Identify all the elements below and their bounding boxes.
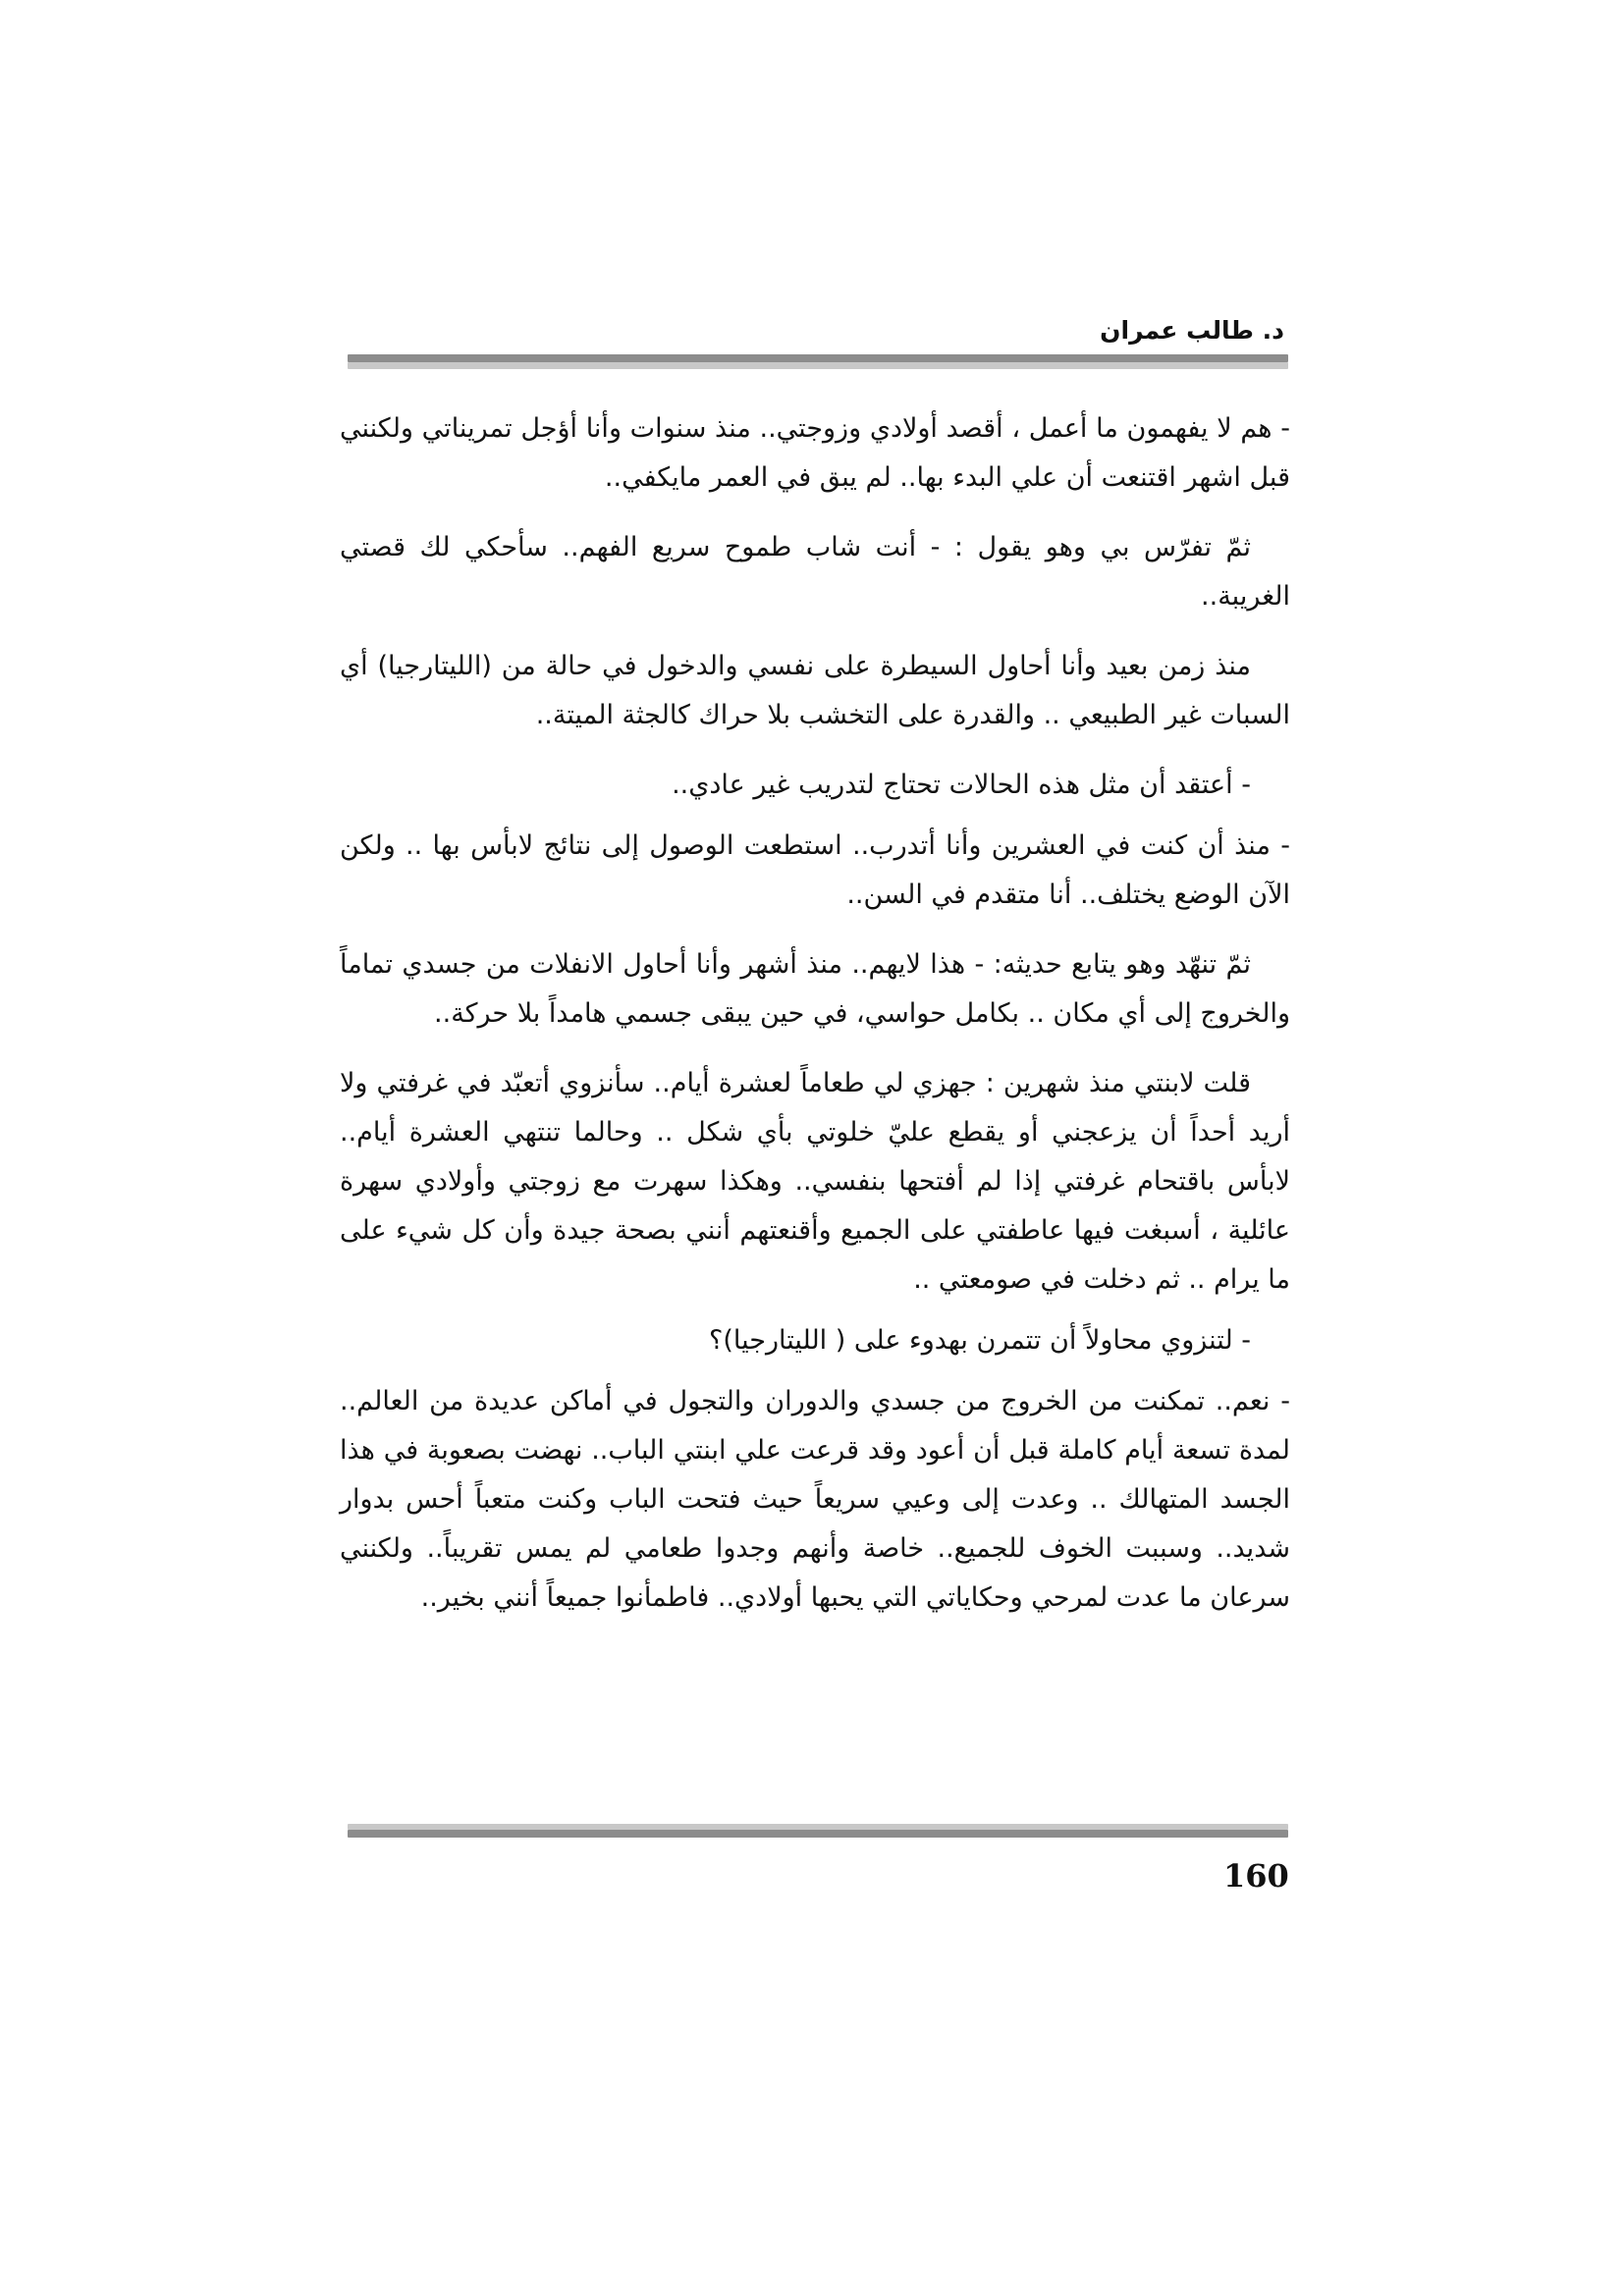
paragraph-5: - منذ أن كنت في العشرين وأنا أتدرب.. استطعت الوصول إلى نتائج لابأس بها .. ولكن الآن الوضع يختلف.. أنا متقدم في السن.. xyxy=(340,830,1290,910)
paragraph-1: - هم لا يفهمون ما أعمل ، أقصد أولادي وزوجتي.. منذ سنوات وأنا أؤجل تمريناتي ولكنني قبل اشهر اقتنعت أن علي البدء بها.. لم يبق في العمر مايكفي.. xyxy=(340,413,1290,493)
paragraph-7: قلت لابنتي منذ شهرين : جهزي لي طعاماً لعشرة أيام.. سأنزوي أتعبّد في غرفتي ولا أريد أحداً أن يزعجني أو يقطع عليّ خلوتي بأي شكل .. وحالما تنتهي العشرة أيام.. لابأس باقتحام غرفتي إذا لم أفتحها بنفسي.. وهكذا سهرت مع زوجتي وأولادي سهرة عائلية ، أسبغت فيها عاطفتي على الجميع وأقنعتهم أنني بصحة جيدة وأن كل شيء على ما يرام .. ثم دخلت في صومعتي .. xyxy=(340,1068,1290,1295)
footer-rule-dark xyxy=(348,1830,1288,1838)
page-body xyxy=(340,404,1290,1643)
paragraph-8: - لتنزوي محاولاً أن تتمرن بهدوء على ( الليتارجيا)؟ xyxy=(709,1325,1251,1356)
page-number: 160 xyxy=(1223,1857,1289,1895)
paragraph-4: - أعتقد أن مثل هذه الحالات تحتاج لتدريب غير عادي.. xyxy=(672,770,1251,800)
paragraph-2: ثمّ تفرّس بي وهو يقول : - أنت شاب طموح سريع الفهم.. سأحكي لك قصتي الغريبة.. xyxy=(340,532,1290,612)
header-rule-dark xyxy=(348,354,1288,362)
running-header-author: د. طالب عمران xyxy=(1100,316,1284,345)
paragraph-3: منذ زمن بعيد وأنا أحاول السيطرة على نفسي والدخول في حالة من (الليتارجيا) أي السبات غير الطبيعي .. والقدرة على التخشب بلا حراك كالجثة الميتة.. xyxy=(340,651,1290,730)
paragraph-9: - نعم.. تمكنت من الخروج من جسدي والدوران والتجول في أماكن عديدة من العالم.. لمدة تسعة أيام كاملة قبل أن أعود وقد قرعت علي ابنتي الباب.. نهضت بصعوبة في هذا الجسد المتهالك .. وعدت إلى وعيي سريعاً حيث فتحت الباب وكنت متعباً أحس بدوار شديد.. وسببت الخوف للجميع.. خاصة وأنهم وجدوا طعامي لم يمس تقريباً.. ولكنني سرعان ما عدت لمرحي وحكاياتي التي يحبها أولادي.. فاطمأنوا جميعاً أنني بخير.. xyxy=(340,1386,1290,1613)
paragraph-6: ثمّ تنهّد وهو يتابع حديثه: - هذا لايهم.. منذ أشهر وأنا أحاول الانفلات من جسدي تماماً والخروج إلى أي مكان .. بكامل حواسي، في حين يبقى جسمي هامداً بلا حركة.. xyxy=(340,949,1290,1029)
header-rule-light xyxy=(348,362,1288,369)
